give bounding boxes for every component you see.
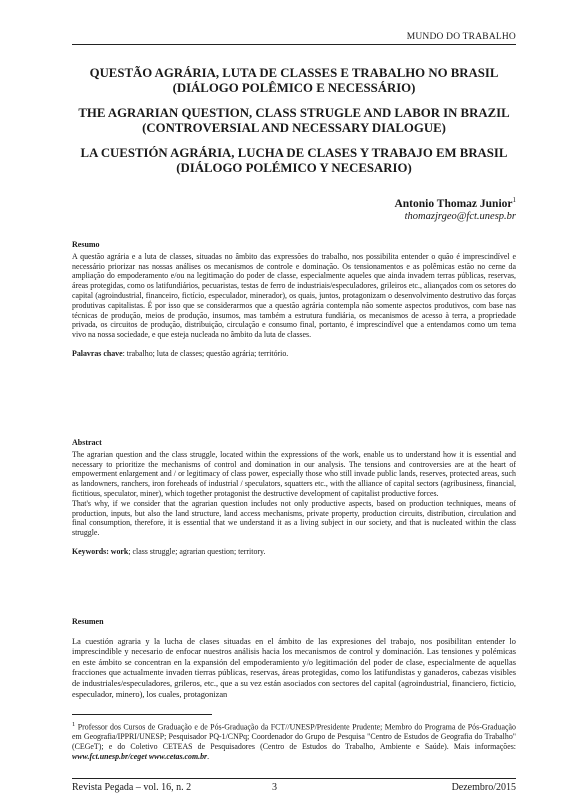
- resumen-heading: Resumen: [72, 617, 104, 626]
- abstract-paragraph-2: That's why, if we consider that the agrarian question includes not only productive aspects, based on production techniques, means of production, inputs, but also the land structure, land access mechanisms, private property, production circuits, distribution, circulation and final consumption, therefore, it is essential that we understand it as a living subject in our society, and that is nucleated within the class struggle.: [72, 498, 516, 538]
- footer-date: Dezembro/2015: [451, 782, 516, 793]
- title-pt: QUESTÃO AGRÁRIA, LUTA DE CLASSES E TRABALHO NO BRASIL (DIÁLOGO POLÊMICO E NECESSÁRIO): [89, 66, 499, 95]
- abstract-keywords: Keywords: work; class struggle; agrarian question; territory.: [72, 546, 266, 556]
- title-en: THE AGRARIAN QUESTION, CLASS STRUGLE AND LABOR IN BRAZIL (CONTROVERSIAL AND NECESSARY DIALOGUE): [78, 106, 510, 135]
- footnote-link-cetas[interactable]: www.cetas.com.br: [148, 752, 208, 762]
- resumo-text: A questão agrária e a luta de classes, situadas no âmbito das expressões do trabalho, nos possibilita entender o quão é imprescindível e necessário priorizar nas nossas análises os mecanismos de controle e dominação. Os tensionamentos e as polêmicas estão no cerne da ampliação do empoderamento e/ou na legitimação do poder de classe, especialmente aqueles que ainda invadem terras públicas, reservas, áreas protegidas, como os latifundiários, pecuaristas, testas de ferro de industriais/especuladores, grileiros etc., aliançados com os setores do capital (agroindustrial, financeiro, fictício, especulador, minerador), os quais, juntos, protagonizam o desenvolvimento destrutivo das forças produtivas capitalistas. É por isso que se considerarmos que a questão agrária contempla não somente aspectos produtivos, com base nas técnicas de produção, meios de produção, insumos, mas também a estrutura fundiária, os mecanismos de acesso à terra, a propriedade privada, os circuitos de produção, distribuição, circulação e consumo final, portanto, é imprescindível que a entendamos como um tema vivo na nossa sociedade, e que esteja nucleada no âmbito da luta de classes.: [72, 251, 516, 340]
- resumen-section: [72, 617, 516, 700]
- footer-page-number: 3: [272, 782, 277, 793]
- abstract-paragraph-1: The agrarian question and the class struggle, located within the expressions of the work, enable us to understand how it is essential and necessary to prioritize the mechanisms of control and domination in our analysis. The tensions and controversies are at the heart of empowerment enlargement and / or legitimacy of class power, especially those who still invade public lands, reserves, protected areas, such as landowners, ranchers, iron foreheads of industrial / speculators, squatters etc., with the alliance of capital sectors (agribusiness, financial, fictitious, speculator, miner), which together protagonist the destructive development of capitalist productive forces.: [72, 449, 516, 498]
- abstract-heading: Abstract: [72, 438, 102, 447]
- footer-rule: [72, 778, 516, 779]
- author-name: Antonio Thomaz Junior$^1$: [394, 196, 516, 210]
- footnote-rule: [72, 714, 212, 715]
- running-head: MUNDO DO TRABALHO: [406, 32, 516, 42]
- header-rule: [72, 44, 516, 45]
- page: [72, 0, 516, 800]
- resumo-keywords: Palavras chave: trabalho; luta de classes; questão agrária; território.: [72, 348, 289, 358]
- author-block: [394, 196, 516, 222]
- titles: [72, 66, 516, 186]
- resumo-section: [72, 240, 516, 359]
- title-es: LA CUESTIÓN AGRÁRIA, LUCHA DE CLASES Y TRABAJO EM BRASIL (DIÁLOGO POLÉMICO Y NECESARIO): [80, 146, 508, 175]
- resumen-text: La cuestión agraria y la lucha de clases situadas en el ámbito de las expresiones del trabajo, nos posibilitan entender lo imprescindible y necesario de enfocar nuestros análisis hacia los mecanismos de control y dominación. Las tensiones y polémicas en este ámbito se concentran en la expansión del empoderamiento y/o legitimación del poder de clase, especialmente de aquellas fracciones que actualmente invaden tierras públicas, reservas, áreas protegidas, como los latifundistas y ganaderos, cabezas visibles de industriales/especuladores, grileros, etc., que a su vez están asociados con sectores del capital (agroindustrial, financiero, ficticio, especulador, minero), los cuales, protagonizan: [72, 636, 516, 699]
- author-footnote-mark[interactable]: 1: [512, 196, 516, 204]
- footer-journal: Revista Pegada – vol. 16, n. 2: [72, 782, 192, 793]
- resumo-heading: Resumo: [72, 240, 100, 249]
- footnote: $^1$ Professor dos Cursos de Graduação e de Pós-Graduação da FCT//UNESP/Presidente Prudente; Membro do Programa de Pós-Graduação em Geografia/IPPRI/UNESP; Pesquisador PQ-1/CNPq; Coordenador do Grupo de Pesquisa "Centro de Estudos de Geografia do Trabalho" (CEGeT); e do Coletivo CETEAS de Pesquisadores (Centro de Estudos do Trabalho, Ambiente e Saúde). Mais informações: www.fct.unesp.br/ceget www.cetas.com.br.: [72, 721, 516, 762]
- abstract-section: [72, 438, 516, 557]
- footnote-mark: 1: [72, 721, 76, 728]
- author-email[interactable]: thomazjrgeo@fct.unesp.br: [404, 210, 516, 222]
- footnote-link-ceget[interactable]: www.fct.unesp.br/ceget: [72, 752, 147, 762]
